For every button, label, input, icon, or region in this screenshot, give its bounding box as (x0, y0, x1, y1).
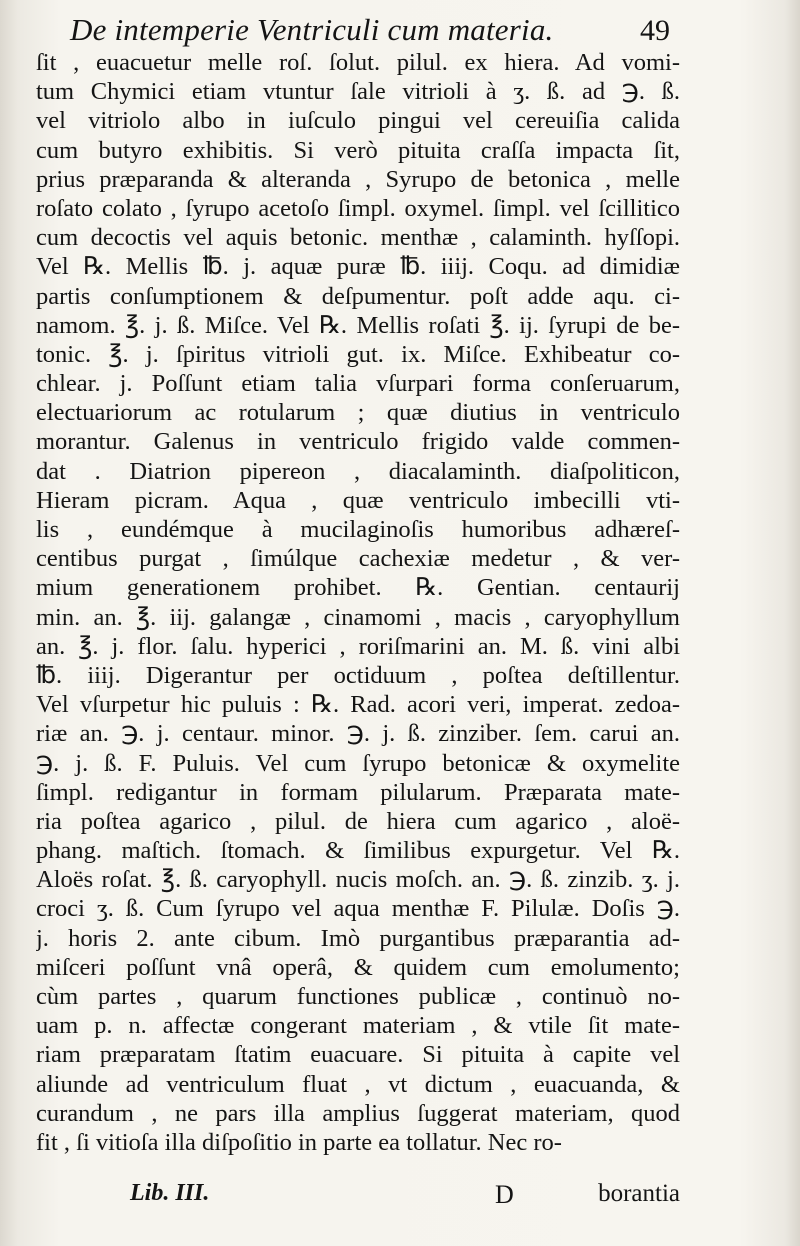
text-line: cùm partes , quarum functiones publicæ , continuò no- (36, 983, 680, 1010)
text-line: j. horis 2. ante cibum. Imò purgantibus præparantia ad- (36, 924, 680, 952)
text-line: croci ʒ. ß. Cum ſyrupo vel aqua menthæ F. Pilulæ. Doſis ℈. (36, 895, 680, 923)
text-line: ria poſtea agarico , pilul. de hiera cum agarico , aloë- (36, 807, 680, 835)
text-line: ſimpl. redigantur in formam pilularum. Præparata mate- (36, 778, 680, 806)
text-line: prius præparanda & alteranda , Syrupo de betonica , melle (36, 165, 680, 193)
text-line: cum decoctis vel aquis betonic. menthæ , calaminth. hyſſopi. (36, 224, 680, 252)
text-line: ſit , euacuetur melle roſ. ſolut. pilul. ex hiera. Ad vomi- (36, 49, 680, 76)
catchword: borantia (598, 1180, 680, 1207)
text-line: dat . Diatrion pipereon , diacalaminth. diaſpoliticon, (36, 457, 680, 485)
text-line: fit , ſi vitioſa illa diſpoſitio in parte ea tollatur. Nec ro- (36, 1128, 562, 1156)
book-label: Lib. III. (130, 1180, 210, 1206)
text-line: min. an. ℥. iij. galangæ , cinamomi , macis , caryophyllum (36, 603, 680, 631)
text-line: Aloës roſat. ℥. ß. caryophyll. nucis moſch. an. ℈. ß. zinzib. ʒ. j. (36, 866, 680, 894)
text-line: uam p. n. affectæ congerant materiam , & vtile ſit mate- (36, 1012, 680, 1040)
text-line: morantur. Galenus in ventriculo frigido valde commen- (36, 428, 680, 456)
text-line: phang. maſtich. ſtomach. & ſimilibus expurgetur. Vel ℞. (36, 837, 680, 865)
text-line: aliunde ad ventriculum fluat , vt dictum , euacuanda, & (36, 1070, 680, 1098)
text-line: riæ an. ℈. j. centaur. minor. ℈. j. ß. zinziber. ſem. carui an. (36, 720, 680, 748)
text-line: ℈. j. ß. F. Puluis. Vel cum ſyrupo betonicæ & oxymelite (36, 749, 680, 777)
text-line: curandum , ne pars illa amplius ſuggerat materiam, quod (36, 1099, 680, 1127)
text-line: tum Chymici etiam vtuntur ſale vitrioli à ʒ. ß. ad ℈. ß. (36, 78, 680, 106)
running-title: De intemperie Ventriculi cum materia. (70, 12, 554, 47)
text-line: namom. ℥. j. ß. Miſce. Vel ℞. Mellis roſati ℥. ij. ſyrupi de be- (36, 311, 680, 339)
text-line: lis , eundémque à mucilaginoſis humoribus adhæreſ- (36, 516, 680, 543)
text-line: an. ℥. j. flor. ſalu. hyperici , roriſmarini an. M. ß. vini albi (36, 632, 680, 660)
text-line: miſceri poſſunt vnâ operâ, & quidem cum emolumento; (36, 953, 680, 981)
text-line: ℔. iiij. Digerantur per octiduum , poſtea deſtillentur. (36, 661, 680, 689)
text-line: chlear. j. Poſſunt etiam talia vſurpari forma conſeruarum, (36, 370, 680, 398)
text-line: cum butyro exhibitis. Si verò pituita craſſa impacta ſit, (36, 136, 680, 164)
text-line: riam præparatam ſtatim euacuare. Si pituita à capite vel (36, 1041, 680, 1069)
text-line: partis conſumptionem & deſpumentur. poſt adde aqu. ci- (36, 282, 680, 310)
text-line: electuariorum ac rotularum ; quæ diutius in ventriculo (36, 399, 680, 427)
text-line: Vel ℞. Mellis ℔. j. aquæ puræ ℔. iiij. Coqu. ad dimidiæ (36, 253, 680, 281)
signature-mark: D (495, 1180, 514, 1209)
text-line: Hieram picram. Aqua , quæ ventriculo imbecilli vti- (36, 486, 680, 514)
text-line: roſato colato , ſyrupo acetoſo ſimpl. oxymel. ſimpl. vel ſcillitico (36, 194, 680, 222)
text-line: Vel vſurpetur hic puluis : ℞. Rad. acori veri, imperat. zedoa- (36, 691, 680, 719)
page-footer (100, 1180, 680, 1214)
text-line: tonic. ℥. j. ſpiritus vitrioli gut. ix. Miſce. Exhibeatur co- (36, 340, 680, 368)
text-line: vel vitriolo albo in iuſculo pingui vel cereuiſia calida (36, 107, 680, 135)
page-number: 49 (640, 14, 670, 47)
text-line: mium generationem prohibet. ℞. Gentian. centaurij (36, 574, 680, 602)
body-text (36, 48, 680, 1157)
text-line: centibus purgat , ſimúlque cachexiæ medetur , & ver- (36, 545, 680, 573)
running-header (70, 12, 670, 52)
